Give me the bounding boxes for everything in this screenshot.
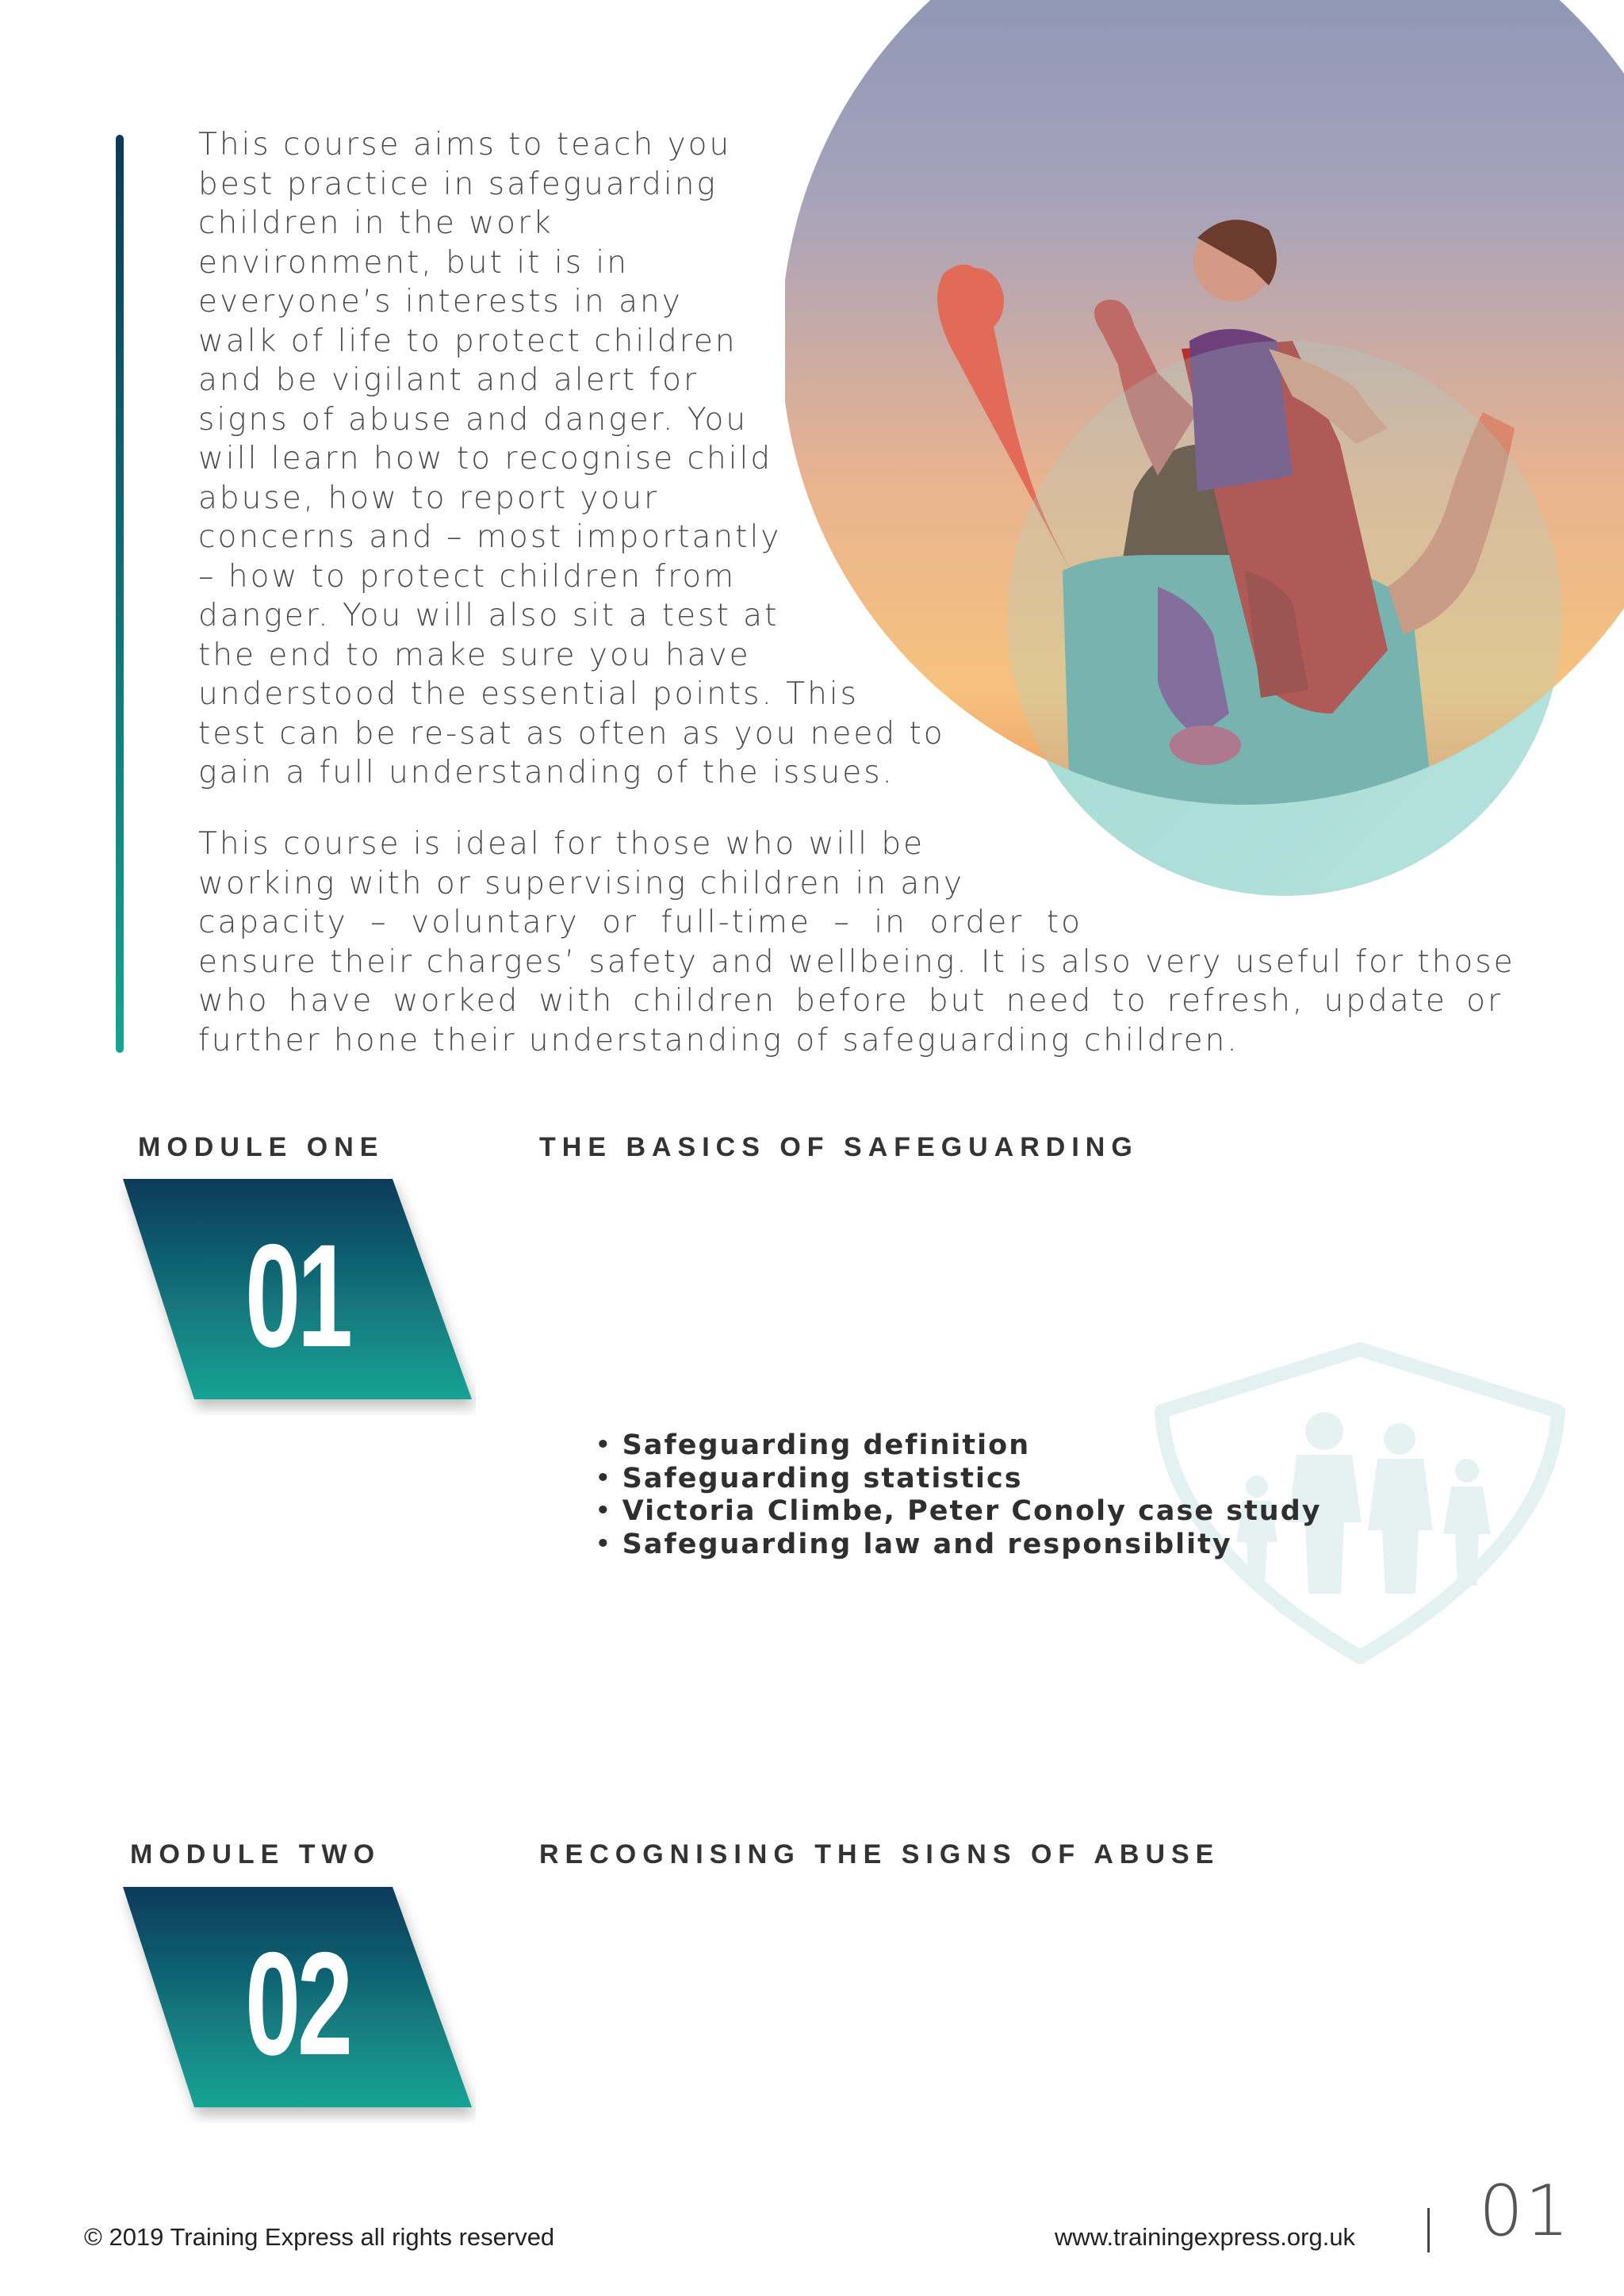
module-one-topic-list: [595, 1429, 1322, 1561]
intro-line: capacity – voluntary or full-time – in order to: [198, 905, 1082, 940]
website-link[interactable]: www.trainingexpress.org.uk: [1055, 2223, 1356, 2251]
intro-line: walk of life to protect children: [198, 323, 737, 359]
intro-paragraph-1: [198, 125, 945, 793]
module-one-badge: [119, 1177, 476, 1415]
intro-line: – how to protect children from: [198, 558, 737, 595]
topic-text: Safeguarding statistics: [622, 1462, 1023, 1494]
intro-line: further hone their understanding of safeguarding children.: [198, 1022, 1239, 1058]
module-one-label: MODULE ONE: [138, 1132, 385, 1162]
intro-line: This course aims to teach you: [198, 127, 732, 163]
intro-line: concerns and – most importantly: [198, 519, 782, 555]
intro-line: who have worked with children before but need to refresh, update or: [198, 983, 1503, 1019]
intro-line: understood the essential points. This: [198, 676, 859, 712]
intro-accent-bar: [116, 135, 124, 1053]
intro-line: environment, but it is in: [198, 244, 629, 281]
module-two-badge: [119, 1885, 476, 2123]
bullet-icon: •: [595, 1495, 613, 1527]
intro-line: danger. You will also sit a test at: [198, 598, 779, 633]
module-one-number: 01: [245, 1214, 350, 1378]
topic-text: Safeguarding law and responsiblity: [622, 1528, 1232, 1560]
intro-line: gain a full understanding of the issues.: [198, 755, 894, 790]
intro-paragraph-2: [198, 825, 1515, 1060]
footer-divider: [1427, 2208, 1430, 2252]
module-two-title: RECOGNISING THE SIGNS OF ABUSE: [539, 1839, 1220, 1869]
intro-line: signs of abuse and danger. You: [198, 401, 749, 438]
intro-line: the end to make sure you have: [198, 637, 751, 673]
bullet-icon: •: [595, 1528, 613, 1560]
intro-line: and be vigilant and alert for: [198, 362, 699, 398]
bullet-icon: •: [595, 1429, 613, 1461]
module-two-number: 02: [245, 1922, 350, 2086]
intro-line: ensure their charges’ safety and wellbeing. It is also very useful for those: [198, 943, 1515, 980]
intro-line: everyone’s interests in any: [198, 284, 683, 320]
list-item: [595, 1463, 1322, 1496]
intro-line: will learn how to recognise child: [198, 441, 773, 476]
list-item: [595, 1495, 1322, 1529]
module-two-label: MODULE TWO: [130, 1839, 381, 1869]
topic-text: Victoria Climbe, Peter Conoly case study: [622, 1495, 1322, 1527]
intro-line: working with or supervising children in any: [198, 865, 965, 901]
intro-line: children in the work: [198, 205, 553, 241]
intro-line: best practice in safeguarding: [198, 166, 718, 202]
page-number: 01: [1479, 2170, 1571, 2252]
list-item: [595, 1529, 1322, 1562]
topic-text: Safeguarding definition: [622, 1429, 1031, 1461]
bullet-icon: •: [595, 1462, 613, 1494]
module-one-title: THE BASICS OF SAFEGUARDING: [539, 1132, 1139, 1162]
intro-line: test can be re-sat as often as you need to: [198, 715, 945, 752]
copyright-text: © 2019 Training Express all rights reserved: [84, 2223, 555, 2251]
intro-line: This course is ideal for those who will be: [198, 826, 925, 862]
intro-line: abuse, how to report your: [198, 480, 660, 516]
list-item: [595, 1429, 1322, 1463]
